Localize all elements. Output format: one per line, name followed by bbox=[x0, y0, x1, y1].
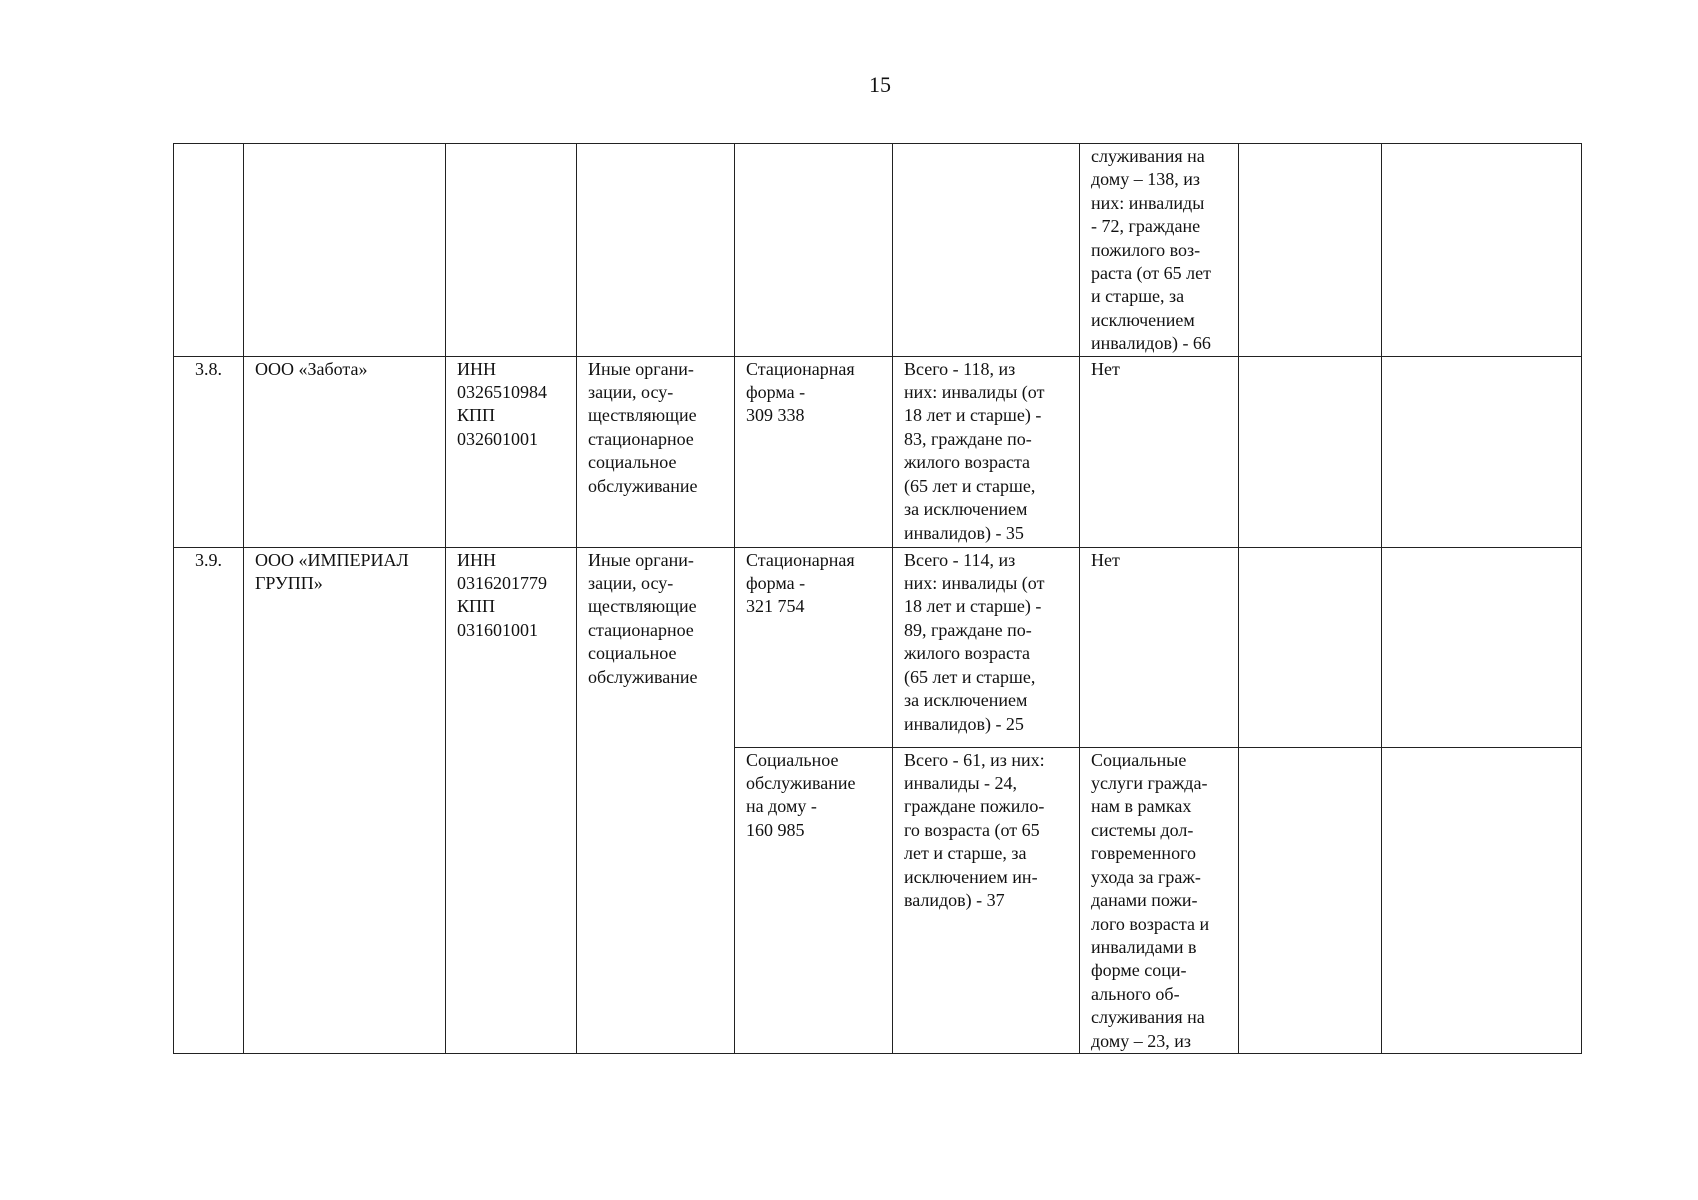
cell-org-type: Иные органи- зации, осу- ществляющие стационарное социальное обслуживание bbox=[577, 547, 735, 1053]
cell-empty bbox=[1382, 356, 1582, 547]
cell-name bbox=[244, 144, 446, 357]
cell-empty bbox=[1239, 547, 1382, 747]
cell-num: 3.8. bbox=[174, 356, 244, 547]
cell-empty bbox=[1382, 144, 1582, 357]
cell-empty bbox=[1239, 144, 1382, 357]
cell-recipients: Всего - 61, из них: инвалиды - 24, граждане пожило- го возраста (от 65 лет и старше, за исключением ин- валидов) - 37 bbox=[893, 747, 1080, 1053]
cell-services: служивания на дому – 138, из них: инвалиды - 72, граждане пожилого воз- раста (от 65 лет и старше, за исключением инвалидов) - 66 bbox=[1080, 144, 1239, 357]
cell-recipients: Всего - 118, из них: инвалиды (от 18 лет и старше) - 83, граждане по- жилого возраста (65 лет и старше, за исключением инвалидов) - 35 bbox=[893, 356, 1080, 547]
cell-org-type: Иные органи- зации, осу- ществляющие стационарное социальное обслуживание bbox=[577, 356, 735, 547]
cell-form: Стационарная форма - 321 754 bbox=[735, 547, 893, 747]
cell-services: Нет bbox=[1080, 547, 1239, 747]
cell-form: Стационарная форма - 309 338 bbox=[735, 356, 893, 547]
cell-num bbox=[174, 144, 244, 357]
cell-form bbox=[735, 144, 893, 357]
page-number: 15 bbox=[869, 72, 891, 97]
cell-recipients: Всего - 114, из них: инвалиды (от 18 лет и старше) - 89, граждане по- жилого возраста (65 лет и старше, за исключением инвалидов) - 25 bbox=[893, 547, 1080, 747]
table-row bbox=[174, 356, 1582, 547]
table-row bbox=[174, 547, 1582, 747]
cell-org-type bbox=[577, 144, 735, 357]
cell-name: ООО «Забота» bbox=[244, 356, 446, 547]
organizations-table bbox=[173, 143, 1582, 1054]
cell-empty bbox=[1239, 747, 1382, 1053]
cell-services: Социальные услуги гражда- нам в рамках системы дол- говременного ухода за граж- данами пожи- лого возраста и инвалидами в форме соци- ального об- служивания на дому – 23, из bbox=[1080, 747, 1239, 1053]
cell-ids bbox=[446, 144, 577, 357]
cell-ids: ИНН 0326510984 КПП 032601001 bbox=[446, 356, 577, 547]
cell-name: ООО «ИМПЕРИАЛ ГРУПП» bbox=[244, 547, 446, 1053]
cell-form: Социальное обслуживание на дому - 160 985 bbox=[735, 747, 893, 1053]
cell-empty bbox=[1382, 747, 1582, 1053]
cell-ids: ИНН 0316201779 КПП 031601001 bbox=[446, 547, 577, 1053]
cell-num: 3.9. bbox=[174, 547, 244, 1053]
cell-recipients bbox=[893, 144, 1080, 357]
cell-empty bbox=[1382, 547, 1582, 747]
cell-empty bbox=[1239, 356, 1382, 547]
cell-services: Нет bbox=[1080, 356, 1239, 547]
table-row bbox=[174, 144, 1582, 357]
